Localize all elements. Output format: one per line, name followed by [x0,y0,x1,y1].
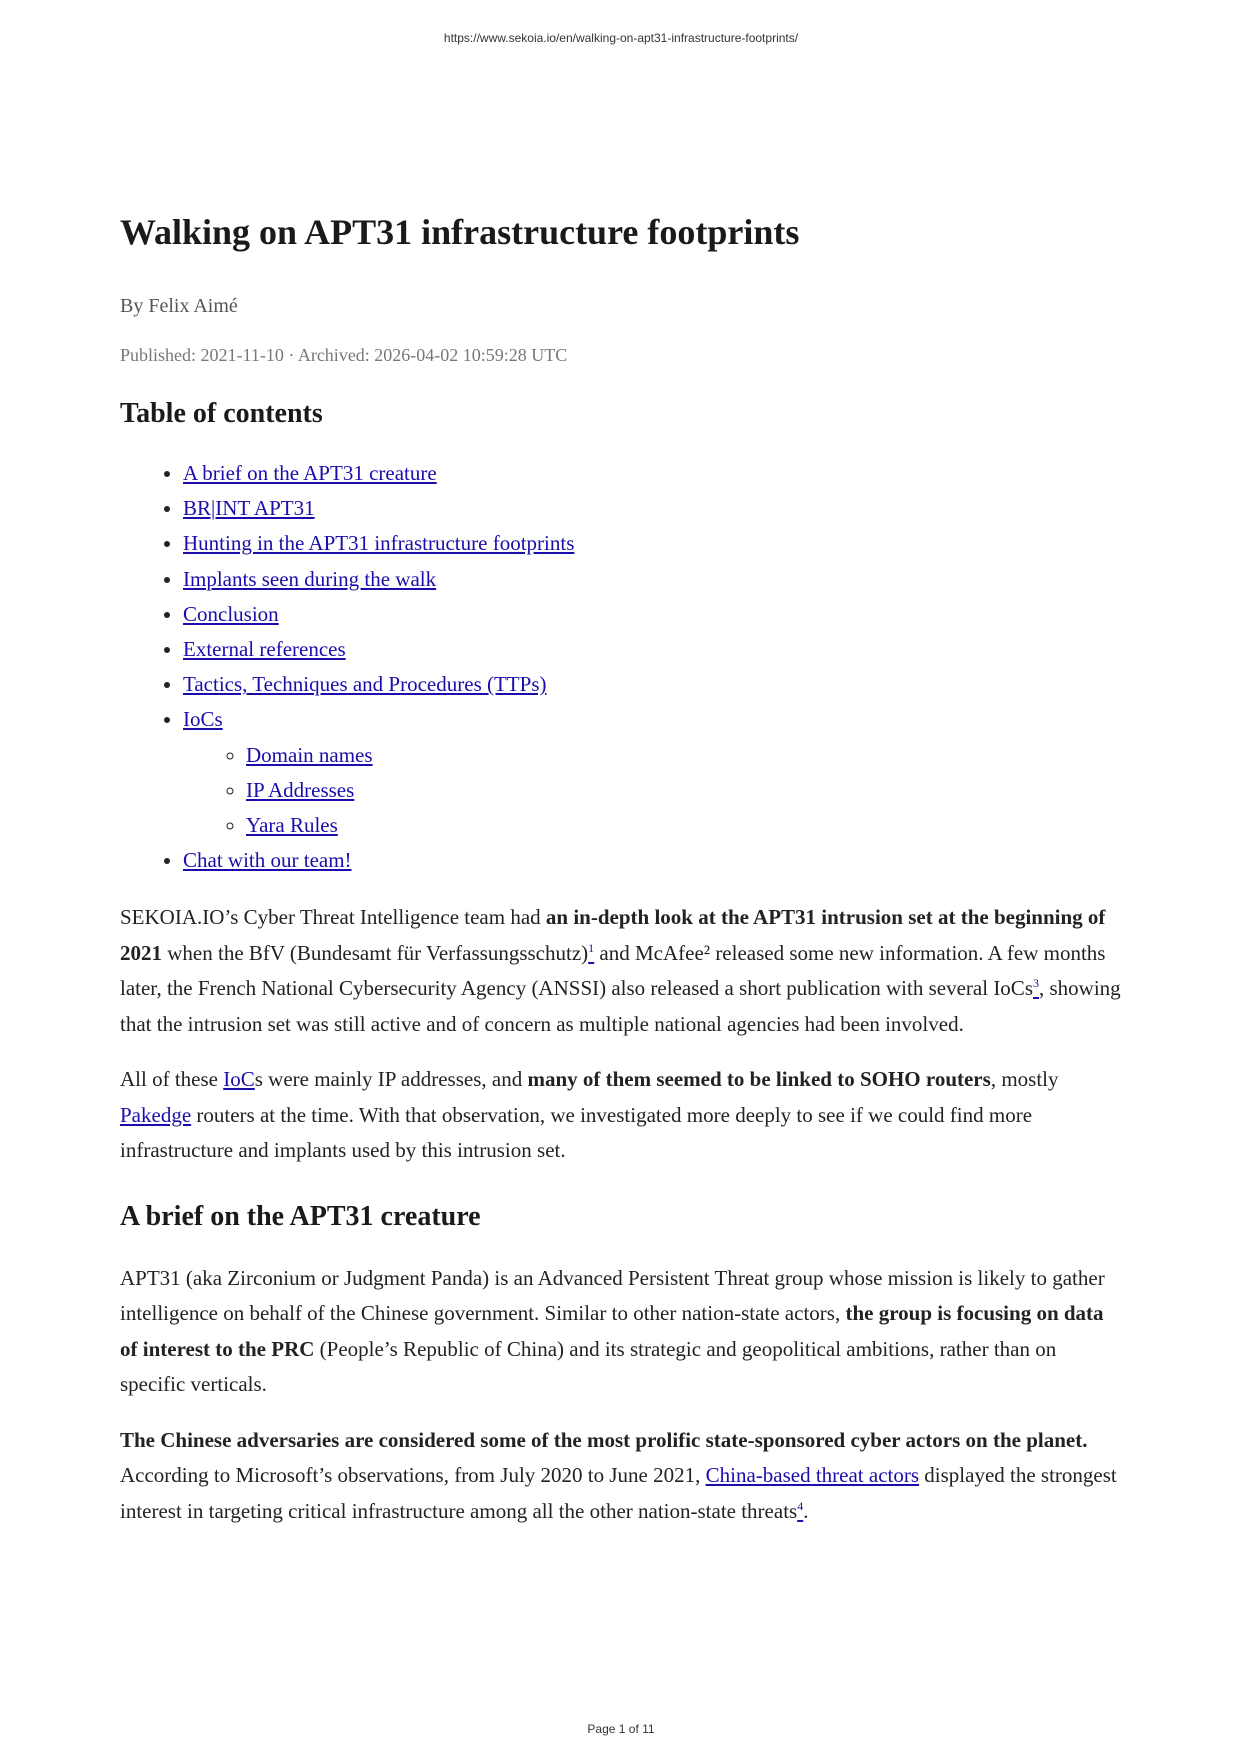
toc-link-ip-addresses[interactable]: IP Addresses [246,777,355,802]
china-threat-actors-link[interactable]: China-based threat actors [705,1463,920,1488]
text-run: SEKOIA.IO’s Cyber Threat Intelligence team had [120,905,546,930]
toc-item [183,632,1125,667]
toc-subitem [246,773,1125,808]
intro-paragraph-1 [120,900,1125,1042]
toc-item [183,702,1125,843]
toc-link-ttps[interactable]: Tactics, Techniques and Procedures (TTPs) [183,672,547,697]
bold-text: an in-depth look at the APT31 intrusion set at the beginning of 2021 [120,905,1106,965]
text-run: . [803,1498,809,1523]
text-run: displayed the strongest interest in targeting critical infrastructure among all the other nation-state threats [120,1463,1117,1523]
text-run: APT31 (aka Zirconium or Judgment Panda) is an Advanced Persistent Threat group whose mission is likely to gather intelligence on behalf of the Chinese government. Similar to other nation-state actors, [120,1265,1105,1326]
text-run: According to Microsoft’s observations, from July 2020 to June 2021, [120,1463,706,1488]
toc-link-brief-apt31[interactable]: A brief on the APT31 creature [183,461,437,485]
toc-subitem [246,738,1125,773]
bold-text: many of them seemed to be linked to SOHO routers [527,1067,991,1092]
text-run: and McAfee² released some new information. A few months later, the French National Cybersecurity Agency (ANSSI) also released a short publication with several IoCs [120,940,1106,1001]
toc-item [183,456,1125,491]
text-run: routers at the time. With that observation, we investigated more deeply to see if we could find more infrastructure and implants used by this intrusion set. [120,1102,1033,1163]
footnote-marker: 4 [797,1498,804,1513]
text-run: , showing that the intrusion set was still active and of concern as multiple national agencies had been involved. [120,976,1121,1036]
toc-link-yara-rules[interactable]: Yara Rules [246,813,338,838]
toc-title: Table of contents [120,398,323,429]
pakedge-link[interactable]: Pakedge [120,1102,192,1127]
article-title: Walking on APT31 infrastructure footprints [120,212,800,252]
toc-item [183,562,1125,597]
toc-link-implants[interactable]: Implants seen during the walk [183,566,437,591]
table-of-contents [120,456,1125,878]
text-run: , mostly [990,1067,1059,1092]
article-content [120,210,1125,1549]
toc-link-domain-names[interactable]: Domain names [246,742,373,767]
intro-paragraph-2 [120,1062,1125,1169]
text-run: s were mainly IP addresses, and [254,1067,528,1092]
ioc-link[interactable]: IoC [223,1067,255,1092]
toc-link-external-references[interactable]: External references [183,637,346,662]
toc-item [183,843,1125,878]
section-paragraph-2 [120,1423,1125,1530]
toc-link-hunting[interactable]: Hunting in the APT31 infrastructure footprints [183,531,575,556]
toc-link-chat[interactable]: Chat with our team! [183,848,352,873]
text-run: All of these [120,1067,224,1092]
article-meta: Published: 2021-11-10 · Archived: 2026-04-02 10:59:28 UTC [120,345,568,365]
text-run: (People’s Republic of China) and its strategic and geopolitical ambitions, rather than on specific verticals. [120,1336,1057,1397]
footnote-marker: 3 [1033,976,1039,991]
toc-item [183,526,1125,561]
toc-item [183,491,1125,526]
toc-sublist [183,738,1125,844]
section-paragraph-1 [120,1261,1125,1403]
text-run: when the BfV (Bundesamt für Verfassungsschutz) [162,940,589,965]
toc-item [183,597,1125,632]
page-number-footer: Page 1 of 11 [587,1722,655,1736]
footnote-marker: 1 [588,940,595,955]
toc-link-brint-apt31[interactable]: BR|INT APT31 [183,496,315,521]
bold-text: The Chinese adversaries are considered some of the most prolific state-sponsored cyber actors on the planet. [120,1427,1088,1452]
article-byline: By Felix Aimé [120,295,238,317]
bold-text: the group is focusing on data of interest to the PRC [120,1301,1104,1361]
toc-item [183,667,1125,702]
toc-link-iocs[interactable]: IoCs [183,707,223,732]
toc-link-conclusion[interactable]: Conclusion [183,601,279,626]
toc-subitem [246,808,1125,843]
page-url-header: https://www.sekoia.io/en/walking-on-apt31-infrastructure-footprints/ [443,31,799,45]
section-heading-brief: A brief on the APT31 creature [120,1200,481,1232]
